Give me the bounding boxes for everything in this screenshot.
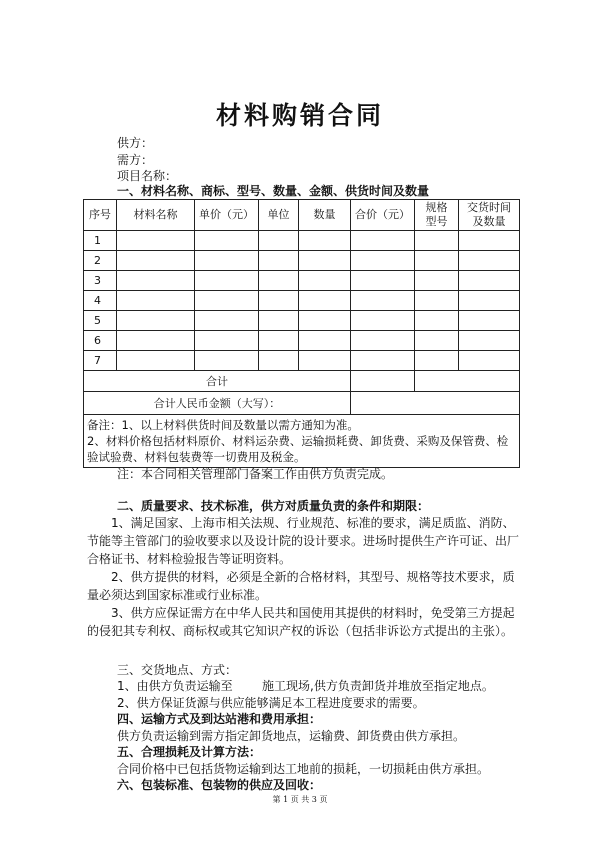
table-cell[interactable] [259, 231, 299, 251]
section-3-para-1b: 施工现场,供方负责卸货并堆放至指定地点。 [262, 679, 494, 693]
table-cell[interactable] [459, 251, 520, 271]
table-cell[interactable] [415, 231, 459, 251]
supplier-line: 供方： [117, 136, 154, 150]
project-line: 项目名称： [117, 169, 178, 183]
section-3-para-1a: 1、由供方负责运输至 [117, 679, 233, 693]
table-cell[interactable] [299, 271, 351, 291]
row-index: 7 [84, 351, 117, 371]
table-row [84, 271, 520, 291]
row-index: 4 [84, 291, 117, 311]
col-header-unit-price: 单价（元） [195, 200, 259, 231]
table-cell[interactable] [259, 251, 299, 271]
table-cell[interactable] [259, 311, 299, 331]
table-cell[interactable] [117, 251, 195, 271]
table-cell[interactable] [299, 311, 351, 331]
table-cell[interactable] [195, 311, 259, 331]
table-cell[interactable] [117, 311, 195, 331]
table-cell[interactable] [459, 291, 520, 311]
section-1-heading: 一、材料名称、商标、型号、数量、金额、供货时间及数量 [117, 184, 430, 198]
page-title: 材料购销合同 [215, 101, 384, 130]
notes-cell [84, 415, 520, 468]
col-header-index: 序号 [84, 200, 117, 231]
note-2: 2、材料价格包括材料原价、材料运杂费、运输损耗费、卸货费、采购及保管费、检验试验费、材料包装费等一切费用及税金。 [87, 434, 509, 464]
col-header-unit: 单位 [259, 200, 299, 231]
row-index: 2 [84, 251, 117, 271]
section-2-para-3: 3、供方应保证需方在中华人民共和国使用其提供的材料时，免受第三方提起的侵犯其专利权、商标权或其它知识产权的诉讼（包括非诉讼方式提出的主张）。 [87, 606, 515, 638]
table-cell[interactable] [351, 251, 415, 271]
section-5-heading: 五、合理损耗及计算方法： [117, 745, 262, 759]
table-cell[interactable] [299, 291, 351, 311]
table-cell[interactable] [299, 351, 351, 371]
table-cell[interactable] [299, 231, 351, 251]
table-cell[interactable] [351, 331, 415, 351]
table-cell[interactable] [117, 331, 195, 351]
row-index: 1 [84, 231, 117, 251]
section-4-para-1: 供方负责运输到需方指定卸货地点，运输费、卸货费由供方承担。 [117, 729, 466, 743]
table-row [84, 251, 520, 271]
table-cell[interactable] [195, 271, 259, 291]
table-cell[interactable] [459, 231, 520, 251]
table-cell[interactable] [459, 271, 520, 291]
total-label: 合计 [84, 371, 351, 392]
table-cell[interactable] [259, 351, 299, 371]
table-cell[interactable] [459, 331, 520, 351]
table-cell[interactable] [415, 311, 459, 331]
row-index: 5 [84, 311, 117, 331]
table-row [84, 351, 520, 371]
table-cell[interactable] [259, 331, 299, 351]
table-cell[interactable] [415, 331, 459, 351]
table-note: 注：本合同相关管理部门备案工作由供方负责完成。 [117, 467, 394, 481]
section-3-heading: 三、交货地点、方式： [117, 663, 238, 677]
col-header-quantity: 数量 [299, 200, 351, 231]
table-cell[interactable] [117, 271, 195, 291]
section-5-para-1: 合同价格中已包括货物运输到达工地前的损耗，一切损耗由供方承担。 [117, 762, 490, 776]
table-cell[interactable] [459, 311, 520, 331]
table-cell[interactable] [415, 351, 459, 371]
table-header-row [84, 200, 520, 231]
table-cell[interactable] [117, 231, 195, 251]
table-cell[interactable] [351, 231, 415, 251]
section-4-heading: 四、运输方式及到达站港和费用承担： [117, 712, 322, 726]
table-cell[interactable] [415, 291, 459, 311]
table-row [84, 231, 520, 251]
table-cell[interactable] [259, 271, 299, 291]
table-cell[interactable] [299, 331, 351, 351]
col-header-delivery: 交货时间 及数量 [459, 200, 520, 231]
table-cell[interactable] [299, 251, 351, 271]
table-row [84, 331, 520, 351]
table-row [84, 291, 520, 311]
section-2-heading: 二、质量要求、技术标准，供方对质量负责的条件和期限： [117, 499, 430, 513]
notes-row [84, 415, 520, 468]
rmb-row [84, 392, 520, 415]
table-cell[interactable] [195, 351, 259, 371]
section-2-para-1: 1、满足国家、上海市相关法规、行业规范、标准的要求，满足质监、消防、节能等主管部门的验收要求以及设计院的设计要求。进场时提供生产许可证、出厂合格证书、材料检验报告等证明资料。 [87, 516, 520, 566]
table-cell[interactable] [117, 351, 195, 371]
table-cell[interactable] [117, 291, 195, 311]
table-cell[interactable] [195, 331, 259, 351]
buyer-line: 需方： [117, 153, 154, 167]
materials-table [83, 199, 520, 468]
row-index: 6 [84, 331, 117, 351]
table-cell[interactable] [195, 291, 259, 311]
table-cell[interactable] [259, 291, 299, 311]
page-footer: 第 1 页 共 3 页 [272, 795, 328, 804]
table-cell[interactable] [351, 351, 415, 371]
rmb-label: 合计人民币金额（大写）： [84, 392, 351, 415]
col-header-total-price: 合价（元） [351, 200, 415, 231]
table-cell[interactable] [195, 231, 259, 251]
table-row [84, 311, 520, 331]
table-cell[interactable] [195, 251, 259, 271]
total-row [84, 371, 520, 392]
total-value-cell[interactable] [351, 371, 415, 392]
table-cell[interactable] [351, 271, 415, 291]
section-6-heading: 六、包装标准、包装物的供应及回收： [117, 778, 322, 792]
section-2-para-2: 2、供方提供的材料，必须是全新的合格材料，其型号、规格等技术要求，质量必须达到国家标准或行业标准。 [87, 570, 515, 602]
row-index: 3 [84, 271, 117, 291]
table-cell[interactable] [459, 351, 520, 371]
table-cell[interactable] [351, 291, 415, 311]
rmb-value-cell[interactable] [351, 392, 520, 415]
total-extra-cell [415, 371, 520, 392]
table-cell[interactable] [415, 271, 459, 291]
section-3-para-2: 2、供方保证货源与供应能够满足本工程进度要求的需要。 [117, 696, 425, 710]
table-cell[interactable] [415, 251, 459, 271]
col-header-spec: 规格 型号 [415, 200, 459, 231]
table-cell[interactable] [351, 311, 415, 331]
col-header-material: 材料名称 [117, 200, 195, 231]
note-1: 备注：1、以上材料供货时间及数量以需方通知为准。 [87, 418, 359, 432]
